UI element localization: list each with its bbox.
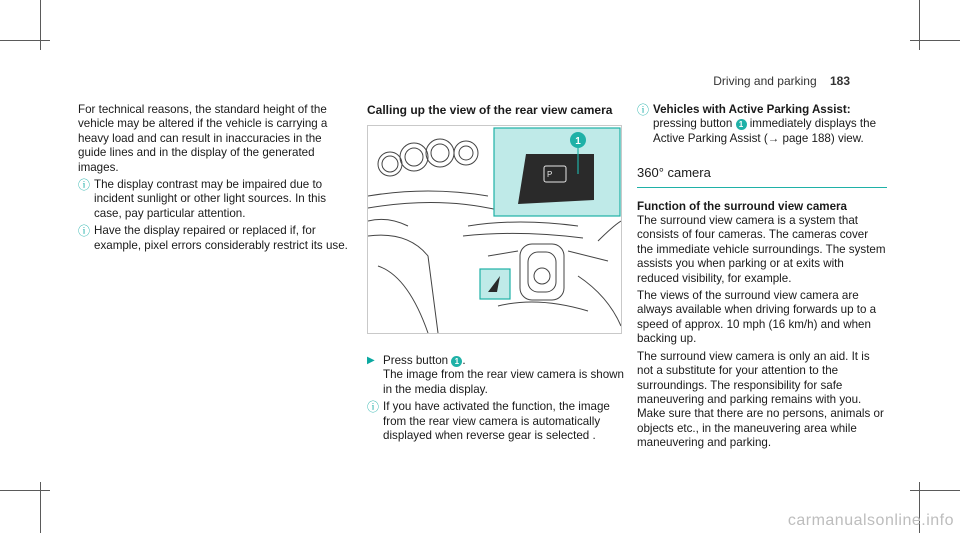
step-text-end: . xyxy=(462,354,466,367)
center-console-illustration xyxy=(368,126,621,333)
note-text: The display contrast may be impaired due to incident sunlight or other light sources. In this case, pay particular attention. xyxy=(94,178,326,220)
running-header xyxy=(713,74,850,88)
note-text: pressing button xyxy=(653,117,736,131)
button-number-badge: 1 xyxy=(451,356,462,367)
note-auto-display xyxy=(367,400,625,443)
page-number: 183 xyxy=(829,74,850,88)
crop-mark xyxy=(0,40,50,41)
column-middle-steps xyxy=(367,352,625,443)
step-arrow-icon: ▶ xyxy=(367,355,375,366)
crop-mark xyxy=(40,0,41,50)
button-number-badge: 1 xyxy=(736,119,747,130)
step-text: Press button xyxy=(383,354,452,367)
note-repair xyxy=(78,224,350,253)
step-action xyxy=(383,354,625,368)
paragraph: The views of the surround view camera are always available when driving forwards up to a speed of approx. 10 mph (16 km/h) and when backing up. xyxy=(637,289,877,346)
section-name: Driving and parking xyxy=(713,74,817,88)
intro-paragraph: For technical reasons, the standard height of the vehicle may be altered if the vehicle is carrying a heavy load and can result in inaccuracies in the guide lines and in the display of the generated images. xyxy=(78,103,328,174)
crop-mark xyxy=(0,490,50,491)
crop-mark xyxy=(40,482,41,533)
crop-mark xyxy=(919,0,920,50)
note-text-end: immediately displays the Active Parking Assist (→ page 188) view. xyxy=(653,117,877,145)
callout-number: 1 xyxy=(575,136,581,147)
watermark: carmanualsonline.info xyxy=(787,512,954,529)
note-active-parking-assist xyxy=(637,103,887,146)
info-icon: ⓘ xyxy=(78,224,91,239)
column-right xyxy=(637,103,887,451)
svg-text:P: P xyxy=(547,170,553,179)
note-text: Have the display repaired or replaced if, for example, pixel errors considerably restrict its use. xyxy=(94,224,348,252)
column-left xyxy=(78,103,350,253)
paragraph: The surround view camera is a system that consists of four cameras. The cameras cover the immediate vehicle surroundings. The system assists you when parking or at exits with reduced visibility, for example. xyxy=(637,214,886,285)
info-icon: ⓘ xyxy=(637,103,650,117)
section-title: 360° camera xyxy=(637,166,887,187)
crop-mark xyxy=(910,40,960,41)
section-heading: Calling up the view of the rear view camera xyxy=(367,103,613,117)
note-contrast xyxy=(78,178,350,221)
info-icon: ⓘ xyxy=(78,178,91,193)
info-icon: ⓘ xyxy=(367,400,380,415)
crop-mark xyxy=(910,490,960,491)
note-text: If you have activated the function, the image from the rear view camera is automatically displayed when reverse gear is selected . xyxy=(383,400,610,443)
paragraph: The surround view camera is only an aid. It is not a substitute for your attention to the surroundings. The responsibility for safe maneuvering and parking remains with you. Make sure that there are no persons, animals or objects etc., in the maneuvering area while maneuvering and parking. xyxy=(637,349,884,450)
note-title: Vehicles with Active Parking Assist: xyxy=(653,103,851,116)
rear-view-camera-button-figure xyxy=(367,125,622,334)
instruction-step xyxy=(367,354,625,397)
note-body xyxy=(653,117,887,146)
subheading: Function of the surround view camera xyxy=(637,199,848,213)
step-result: The image from the rear view camera is shown in the media display. xyxy=(383,368,624,396)
